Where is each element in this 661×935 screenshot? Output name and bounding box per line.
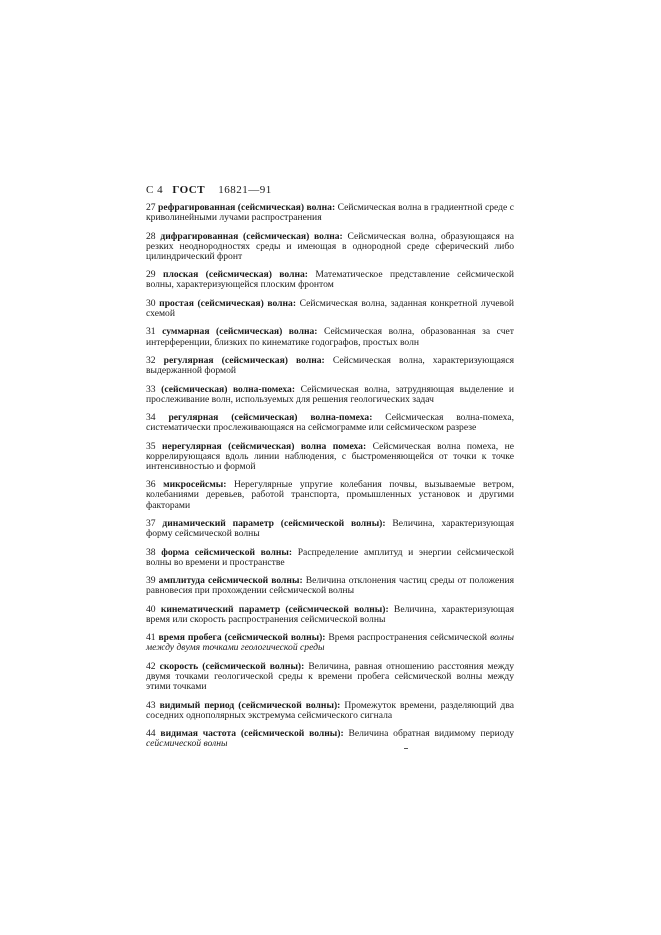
term-name: (сейсмическая) волна-помеха: xyxy=(161,383,296,395)
page-header xyxy=(146,184,272,196)
term-name: форма сейсмической волны: xyxy=(161,546,293,558)
term-number: 29 xyxy=(146,269,156,281)
term-number: 32 xyxy=(146,354,156,366)
term-number: 44 xyxy=(146,728,156,740)
term-definition-italic: волны между двумя точками геологической среды xyxy=(146,632,514,654)
term-name: видимый период (сейсмической волны): xyxy=(159,699,341,711)
term-number: 36 xyxy=(146,479,156,491)
term-name: простая (сейсмическая) волна: xyxy=(159,297,297,309)
term-entry xyxy=(146,548,514,568)
term-entry xyxy=(146,232,514,262)
term-definition: Сейсмическая волна в градиентной среде с криволинейными лучами распространения xyxy=(146,202,514,224)
term-number: 33 xyxy=(146,383,156,395)
term-entry xyxy=(146,442,514,472)
term-number: 28 xyxy=(146,230,156,242)
term-name: регулярная (сейсмическая) волна-помеха: xyxy=(168,412,373,424)
standard-number: 16821—91 xyxy=(218,184,272,196)
term-entry xyxy=(146,327,514,347)
term-name: динамический параметр (сейсмической волны): xyxy=(162,518,386,530)
term-definition: Величина, равная отношению расстояния между двумя точками геологической среды к времени пробега сейсмической волны между этими точками xyxy=(146,660,515,693)
term-name: видимая частота (сейсмической волны): xyxy=(160,728,344,740)
term-name: плоская (сейсмическая) волна: xyxy=(162,269,308,281)
term-definition: Величина, характеризующая форму сейсмической волны xyxy=(146,518,514,540)
term-number: 41 xyxy=(146,632,156,644)
term-definition: Время распространения сейсмической xyxy=(328,632,488,644)
term-definition: Сейсмическая волна, образованная за счет интерференции, близких по кинематике годографов, простых волн xyxy=(146,326,514,348)
term-entry xyxy=(146,356,514,376)
term-name: дифрагированная (сейсмическая) волна: xyxy=(160,230,343,242)
term-entry xyxy=(146,519,514,539)
term-number: 43 xyxy=(146,699,156,711)
term-entry xyxy=(146,480,514,510)
scan-artifact xyxy=(404,748,408,749)
term-name: нерегулярная (сейсмическая) волна помеха: xyxy=(162,440,367,452)
term-definition: Сейсмическая волна, характеризующаяся выдержанной формой xyxy=(146,354,514,377)
term-entry xyxy=(146,203,514,223)
standard-label: ГОСТ xyxy=(172,184,206,196)
term-definition: Величина, характеризующая время или скорость распространения сейсмической волны xyxy=(146,603,514,625)
term-entry xyxy=(146,729,514,749)
term-name: регулярная (сейсмическая) волна: xyxy=(163,354,325,366)
term-name: амплитуда сейсмической волны: xyxy=(158,575,303,587)
term-entry xyxy=(146,385,514,405)
term-entry xyxy=(146,299,514,319)
term-definition: Сейсмическая волна, образующаяся на резких неоднородностях среды и имеющая в однородной среде сферический либо цилиндрический фронт xyxy=(146,230,514,262)
term-number: 37 xyxy=(146,518,156,530)
term-definition: Распределение амплитуд и энергии сейсмической волны во времени и пространстве xyxy=(146,546,514,568)
term-definition: Сейсмическая волна, затрудняющая выделение и прослеживание волн, используемых для решения геологических задач xyxy=(146,383,514,405)
term-number: 39 xyxy=(146,575,156,587)
term-definition: Сейсмическая волна помеха, не коррелирующаяся вдоль линии наблюдения, с быстроменяющейся от точки к точке интенсивностью и формой xyxy=(146,440,514,472)
term-number: 27 xyxy=(146,202,156,213)
term-entry xyxy=(146,662,514,692)
term-name: микросейсмы: xyxy=(163,479,227,491)
term-number: 30 xyxy=(146,297,156,309)
term-definition: Величина обратная видимому периоду xyxy=(348,728,514,740)
term-name: время пробега (сейсмической волны): xyxy=(158,632,326,644)
term-definition: Величина отклонения частиц среды от положения равновесия при прохождении сейсмической волны xyxy=(146,575,514,597)
term-entry xyxy=(146,270,514,290)
term-definition: Математическое представление сейсмической волны, характеризующейся плоским фронтом xyxy=(146,269,514,291)
term-definition: Сейсмическая волна-помеха, систематически прослеживающаяся на сейсмограмме или сейсмическом разрезе xyxy=(146,412,515,434)
page-number: С 4 xyxy=(146,184,164,196)
term-number: 35 xyxy=(146,440,156,452)
term-name: кинематический параметр (сейсмической волны): xyxy=(160,603,389,615)
term-name: суммарная (сейсмическая) волна: xyxy=(162,326,318,338)
term-entry xyxy=(146,701,514,721)
term-number: 38 xyxy=(146,546,156,558)
term-name: скорость (сейсмической волны): xyxy=(159,660,305,672)
term-definition: Промежуток времени, разделяющий два соседних однополярных экстремума сейсмического сигнала xyxy=(146,699,514,721)
term-entry xyxy=(146,605,514,625)
term-entry xyxy=(146,413,514,433)
term-name: рефрагированная (сейсмическая) волна: xyxy=(158,202,336,213)
term-definition: Сейсмическая волна, заданная конкретной лучевой схемой xyxy=(146,297,515,319)
term-definition: Нерегулярные упругие колебания почвы, вызываемые ветром, колебаниями деревьев, работой транспорта, промышленных установок и другими факторами xyxy=(146,479,514,511)
term-definition-italic: сейсмической волны xyxy=(146,738,228,750)
term-list xyxy=(146,203,514,758)
term-entry xyxy=(146,576,514,596)
term-number: 40 xyxy=(146,603,156,615)
term-number: 31 xyxy=(146,326,156,338)
term-number: 42 xyxy=(146,660,156,672)
term-number: 34 xyxy=(146,412,156,424)
term-entry xyxy=(146,633,514,653)
